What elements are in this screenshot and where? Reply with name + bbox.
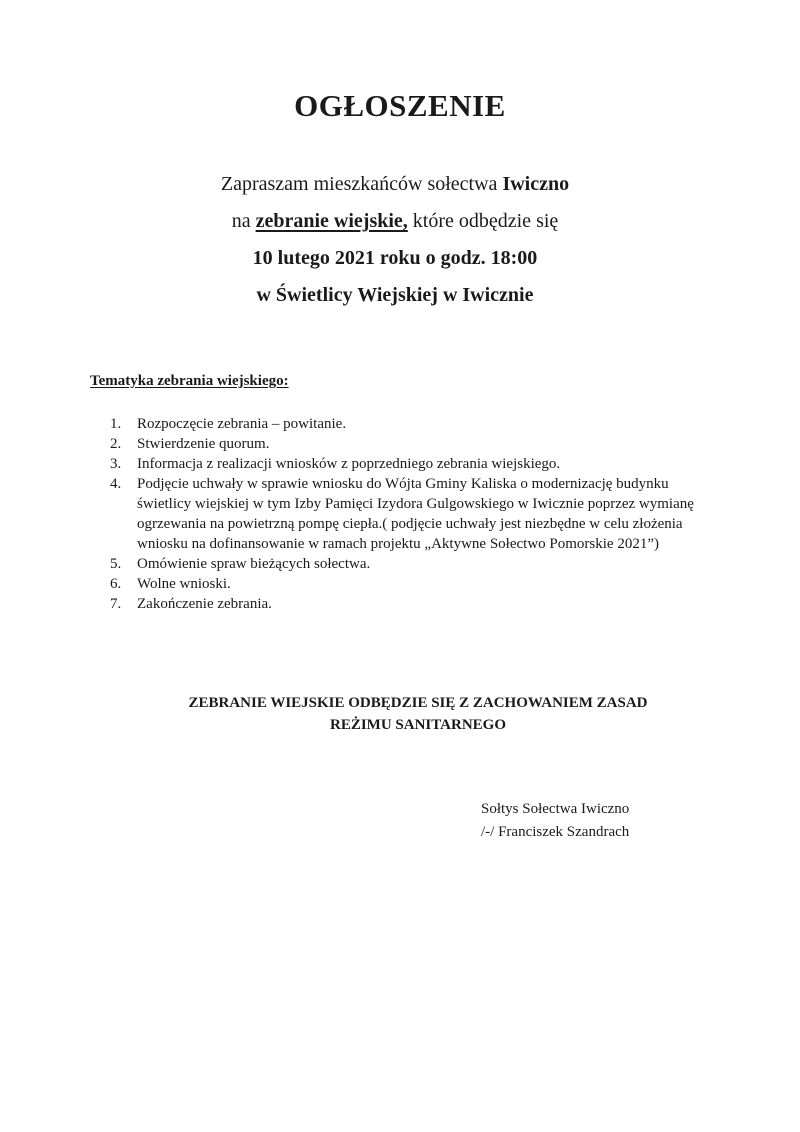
signature-name: /-/ Franciszek Szandrach xyxy=(481,824,630,840)
agenda-item xyxy=(110,574,710,594)
agenda-item-number: 3. xyxy=(110,456,122,472)
meeting-type: zebranie wiejskie, xyxy=(255,210,408,232)
invitation-line-1-text: Zapraszam mieszkańców sołectwa xyxy=(220,173,503,195)
meeting-location xyxy=(0,277,790,314)
invitation-line-2-suffix: które odbędzie się xyxy=(407,210,559,232)
meeting-date xyxy=(0,240,790,277)
village-name: Iwiczno xyxy=(502,173,570,195)
agenda-item xyxy=(110,434,710,454)
agenda-item-number: 1. xyxy=(110,416,122,432)
signature-block xyxy=(481,798,629,844)
meeting-date-text: 10 lutego 2021 roku o godz. 18:00 xyxy=(252,247,538,269)
agenda-item-text: Rozpoczęcie zebrania – powitanie. xyxy=(137,416,347,432)
agenda-item-number: 7. xyxy=(110,596,122,612)
agenda-item xyxy=(110,554,710,574)
page-title: OGŁOSZENIE xyxy=(294,88,506,123)
agenda-item-text: Stwierdzenie quorum. xyxy=(137,436,270,452)
signature-role: Sołtys Sołectwa Iwiczno xyxy=(481,801,630,817)
agenda-item-number: 4. xyxy=(110,476,122,492)
agenda-item-text: Omówienie spraw bieżących sołectwa. xyxy=(137,556,371,572)
agenda-item xyxy=(110,454,710,474)
sanitary-notice xyxy=(0,692,800,736)
invitation-line-2-prefix: na xyxy=(231,210,256,232)
sanitary-notice-line-1: ZEBRANIE WIEJSKIE ODBĘDZIE SIĘ Z ZACHOWANIEM ZASAD xyxy=(188,695,648,711)
agenda-item-text: Wolne wnioski. xyxy=(137,576,231,592)
agenda-item-number: 6. xyxy=(110,576,122,592)
agenda-item-number: 5. xyxy=(110,556,122,572)
agenda-item xyxy=(110,474,710,554)
agenda-item xyxy=(110,594,710,614)
agenda-item-text: Podjęcie uchwały w sprawie wniosku do Wójta Gminy Kaliska o modernizację budynku świetlicy wiejskiej w tym Izby Pamięci Izydora Gulgowskiego w Iwicznie poprzez wymianę ogrzewania na powietrzną pompę ciepła.( podjęcie uchwały jest niezbędne w celu złożenia wniosku na dofinansowanie w ramach projektu „Aktywne Sołectwo Pomorskie 2021”) xyxy=(137,476,694,552)
agenda-item-text: Informacja z realizacji wniosków z poprzedniego zebrania wiejskiego. xyxy=(137,456,561,472)
invitation-line-1 xyxy=(0,166,790,203)
agenda-item-number: 2. xyxy=(110,436,122,452)
agenda-item-text: Zakończenie zebrania. xyxy=(137,596,272,612)
invitation-text xyxy=(0,166,790,314)
sanitary-notice-line-2: REŻIMU SANITARNEGO xyxy=(330,717,506,733)
meeting-location-text: w Świetlicy Wiejskiej w Iwicznie xyxy=(256,284,534,306)
agenda-item xyxy=(110,414,710,434)
agenda-heading: Tematyka zebrania wiejskiego: xyxy=(90,373,289,389)
agenda-list xyxy=(110,414,710,614)
invitation-line-2 xyxy=(0,203,790,240)
